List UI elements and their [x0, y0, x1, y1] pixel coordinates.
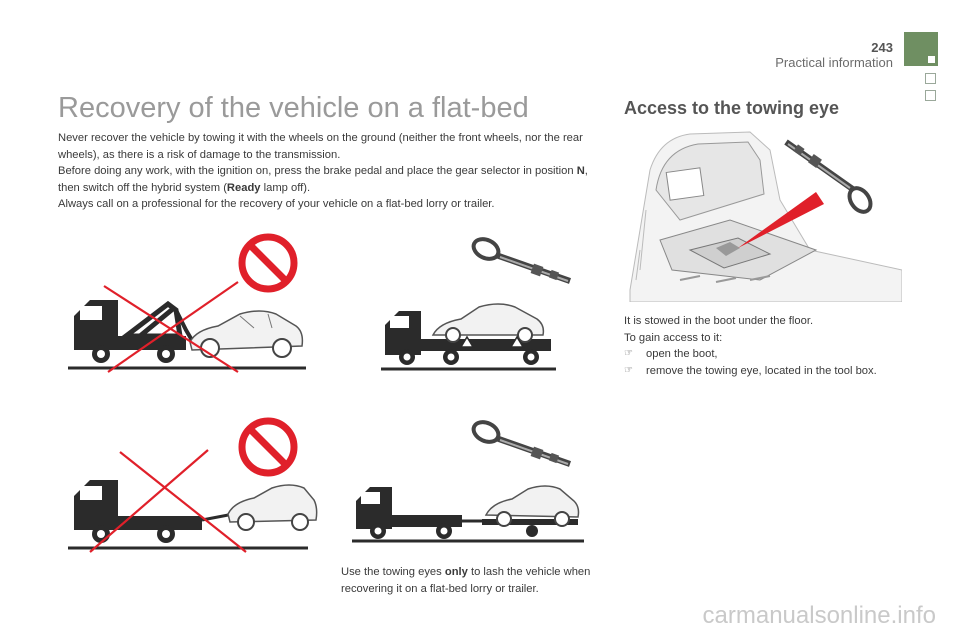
- chapter-tab-empty: [925, 73, 936, 84]
- access-intro: To gain access to it:: [624, 331, 723, 344]
- watermark: carmanualsonline.info: [702, 602, 936, 629]
- towing-eye-illustration: [470, 418, 585, 473]
- pointing-hand-icon: ☞: [624, 364, 633, 376]
- stow-location: It is stowed in the boot under the floor.: [624, 315, 814, 327]
- tow-truck-lift-illustration: [68, 280, 308, 375]
- pointing-hand-icon: ☞: [624, 348, 633, 359]
- intro-text: [58, 130, 598, 213]
- boot-illustration: [620, 130, 902, 302]
- chapter-tab-marker: [928, 56, 935, 63]
- page-number: 243: [871, 40, 893, 55]
- list-item: ☞ remove the towing eye, located in the tool box.: [624, 363, 894, 380]
- flatbed-truck-illustration: [381, 295, 556, 375]
- trailer-illustration: [352, 475, 584, 545]
- stow-instructions: [624, 313, 894, 379]
- tow-dolly-illustration: [68, 460, 308, 555]
- intro-paragraph: Before doing any work, with the ignition on, press the brake pedal and place the gear selector in position N, then switch off the hybrid system (Ready lamp off).: [58, 165, 588, 194]
- section-heading: Access to the towing eye: [624, 98, 840, 118]
- chapter-tab-empty: [925, 90, 936, 101]
- list-item: ☞ open the boot,: [624, 346, 894, 363]
- towing-eye-illustration: [470, 235, 585, 290]
- page-title: Recovery of the vehicle on a flat-bed: [58, 92, 529, 124]
- intro-paragraph: Always call on a professional for the recovery of your vehicle on a flat-bed lorry or trailer.: [58, 198, 495, 210]
- section-name: Practical information: [775, 55, 893, 70]
- towing-eye-caption: Use the towing eyes only to lash the vehicle when recovering it on a flat-bed lorry or trailer.: [341, 566, 591, 595]
- intro-paragraph: Never recover the vehicle by towing it with the wheels on the ground (neither the front wheels, nor the rear wheels), as there is a risk of damage to the transmission.: [58, 132, 583, 161]
